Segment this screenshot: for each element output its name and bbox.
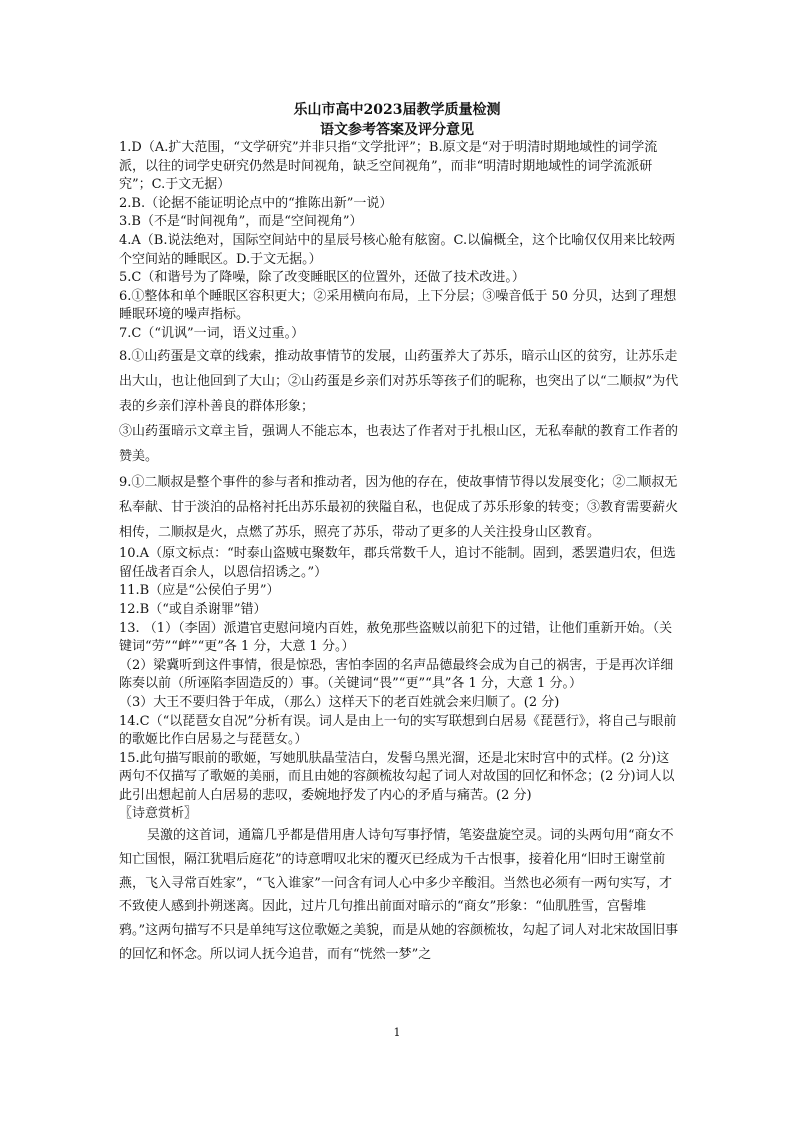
answer-13-part-1: 13. （1）（李固）派遣官吏慰问境内百姓，赦免那些盗贼以前犯下的过错，让他们重新开始。（关键词“劳”“衅”“更”各 1 分，大意 1 分。）	[119, 620, 673, 655]
answer-15: 15.此句描写眼前的歌姬，写她肌肤晶莹洁白，发髻乌黑光溜，还是北宋时宫中的式样。(2 分)这两句不仅描写了歌姬的美丽，而且由她的容颜梳妆勾起了词人对故国的回忆和怀念；(2 分)词人以此引出想起前人白居易的悲叹，委婉地抒发了内心的矛盾与痛苦。(2 分)	[119, 750, 675, 803]
answer-4: 4.A（B.说法绝对，国际空间站中的星辰号核心舱有舷窗。C.以偏概全，这个比喻仅仅用来比较两个空间站的睡眠区。D.于文无据。）	[119, 232, 676, 267]
answer-5: 5.C（和谐号为了降噪，除了改变睡眠区的位置外，还做了技术改进。）	[119, 270, 525, 286]
page-number: 1	[393, 1026, 401, 1039]
appreciation-heading: 〖诗意赏析〗	[119, 806, 198, 822]
answer-7: 7.C（“讥讽”一词，语义过重。）	[119, 325, 305, 341]
answer-6: 6.①整体和单个睡眠区容积更大；②采用横向布局，上下分层；③噪音低于 50 分贝，达到了理想睡眠环境的噪声指标。	[119, 288, 677, 323]
answer-12: 12.B（“或自杀谢罪”错）	[119, 601, 267, 617]
document-title: 乐山市高中2023届教学质量检测	[293, 102, 501, 118]
answer-1: 1.D（A.扩大范围，“文学研究”并非只指“文学批评”；B.原文是“对于明清时期地域性的词学流派，以往的词学史研究仍然是时间视角，缺乏空间视角”，而非“明清时期地域性的词学流派研究”；C.于文无据）	[119, 140, 658, 193]
answer-10: 10.A（原文标点：“时泰山盗贼屯聚数年，郡兵常数千人，追讨不能制。固到，悉罢遣归农，但选留任战者百余人，以恩信招诱之。”）	[119, 546, 676, 580]
answer-content	[119, 139, 679, 967]
answer-9: 9.①二顺叔是整个事件的参与者和推动者，因为他的存在，使故事情节得以发展变化；②二顺叔无私奉献、甘于淡泊的品格衬托出苏乐最初的狭隘自私，也促成了苏乐形象的转变；③教育需要薪火相传，二顺叔是火，点燃了苏乐，照亮了苏乐，带动了更多的人关注投身山区教育。	[119, 474, 679, 540]
answer-13-part-2: （2）梁冀听到这件事情，很是惊恐，害怕李固的名声品德最终会成为自己的祸害，于是再次详细陈奏以前（所诬陷李固造反的）事。（关键词“畏”“更”“具”各 1 分，大意 1 分。）	[119, 657, 674, 692]
document-subtitle: 语文参考答案及评分意见	[320, 122, 474, 138]
answer-14: 14.C（“以琵琶女自况”分析有误。词人是由上一句的实写联想到白居易《琵琶行》，将自己与眼前的歌姬比作白居易之与琵琶女。）	[119, 713, 677, 748]
answer-3: 3.B（不是“时间视角”，而是“空间视角”）	[119, 214, 363, 230]
appreciation-text: 吴激的这首词，通篇几乎都是借用唐人诗句写事抒情，笔姿盘旋空灵。词的头两句用“商女不知亡国恨，隔江犹唱后庭花”的诗意喟叹北宋的覆灭已经成为千古恨事，接着化用“旧时王谢堂前燕，飞入寻常百姓家”，“飞入谁家”一问含有词人心中多少辛酸泪。当然也必须有一两句实写，才不致使人感到扑朔迷离。因此，过片几句推出前面对暗示的“商女”形象：“仙肌胜雪，宫髻堆鸦。”这两句描写不只是单纯写这位歌姬之美貌，而是从她的容颜梳妆，勾起了词人对北宋故国旧事的回忆和怀念。所以词人抚今追昔，而有“恍然一梦”之	[119, 828, 679, 963]
answer-13-part-3: （3）大王不要归咎于年成，（那么）这样天下的老百姓就会来归顺了。(2 分)	[119, 694, 560, 710]
answer-2: 2.B.（论据不能证明论点中的“推陈出新”一说）	[119, 195, 393, 211]
answer-8-part-1: 8.①山药蛋是文章的线索，推动故事情节的发展，山药蛋养大了苏乐，暗示山区的贫穷，让苏乐走出大山，也让他回到了大山；②山药蛋是乡亲们对苏乐等孩子们的昵称，也突出了以“二顺叔”为代表的乡亲们淳朴善良的群体形象；	[119, 348, 679, 414]
answer-11: 11.B（应是“公侯伯子男”）	[119, 583, 280, 599]
answer-8-part-2: ③山药蛋暗示文章主旨，强调人不能忘本，也表达了作者对于扎根山区，无私奉献的教育工作者的赞美。	[119, 424, 679, 465]
